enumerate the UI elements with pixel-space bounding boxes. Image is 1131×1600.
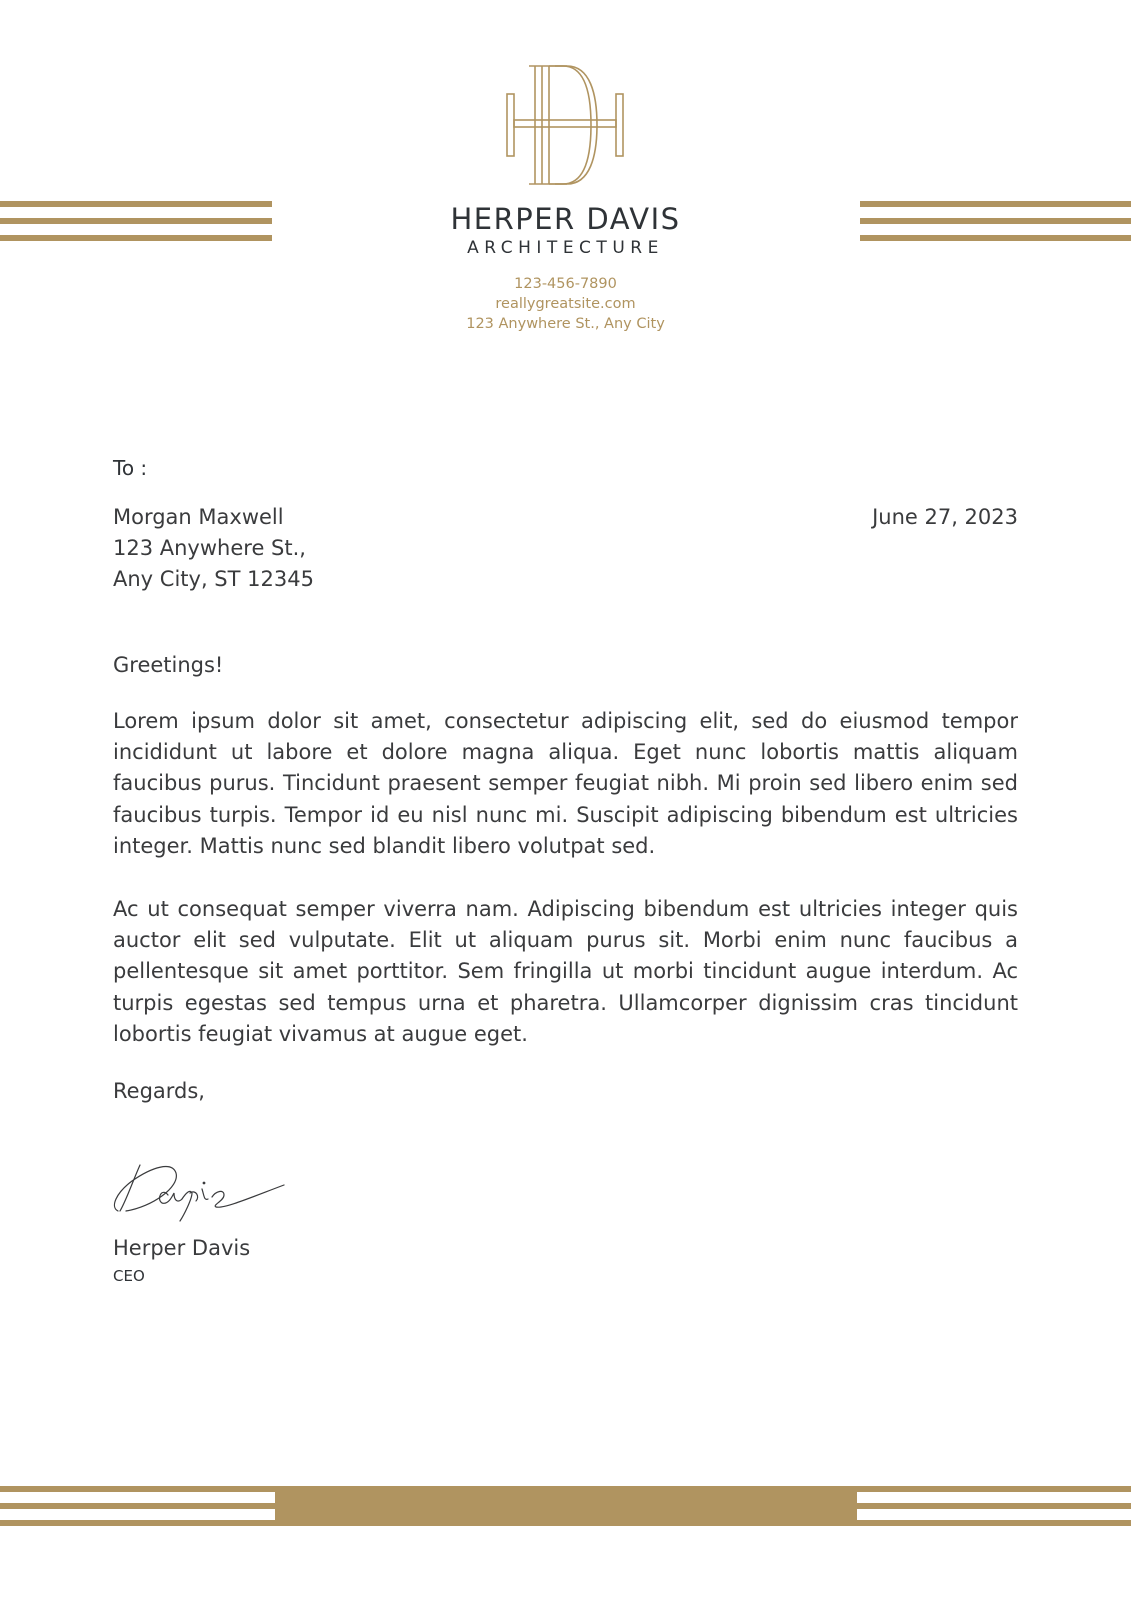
stripe [856,1486,1131,1492]
recipient-city: Any City, ST 12345 [113,567,314,591]
contact-phone: 123-456-7890 [514,276,617,292]
sender-title: CEO [113,1267,145,1285]
stripe [0,1503,276,1509]
letter-date: June 27, 2023 [872,505,1018,529]
recipient-street: 123 Anywhere St., [113,536,306,560]
company-name: HERPER DAVIS [450,202,681,236]
stripe [0,1520,276,1526]
footer-band [275,1486,857,1526]
footer-stripes-right [856,1486,1131,1526]
hd-monogram-icon [505,64,625,186]
body-paragraph-1: Lorem ipsum dolor sit amet, consectetur adipiscing elit, sed do eiusmod tempor incididunt ut labore et dolore magna aliqua. Eget nunc lobortis mattis aliquam faucibus purus. Tincidunt praesent semper feugiat nibh. Mi proin sed libero enim sed faucibus turpis. Tempor id eu nisl nunc mi. Suscipit adipiscing bibendum est ultricies integer. Mattis nunc sed blandit libero volutpat sed. [113,709,1018,858]
contact-website: reallygreatsite.com [495,296,636,312]
body-paragraph-2: Ac ut consequat semper viverra nam. Adipiscing bibendum est ultricies integer quis auctor elit sed vulputate. Elit ut aliquam purus sit. Morbi enim nunc faucibus a pellentesque sit amet porttitor. Sem fringilla ut morbi tincidunt augue interdum. Ac turpis egestas sed tempus urna et pharetra. Ullamcorper dignissim cras tincidunt lobortis feugiat vivamus at augue eget. [113,897,1018,1046]
company-subtitle: ARCHITECTURE [467,238,664,258]
to-label: To : [113,456,148,480]
recipient-name: Morgan Maxwell [113,505,284,529]
signature-icon [112,1153,292,1223]
closing: Regards, [113,1079,205,1103]
contact-address: 123 Anywhere St., Any City [466,316,665,332]
stripe [856,1503,1131,1509]
footer-stripes-left [0,1486,276,1526]
stripe [0,1486,276,1492]
stripe [856,1520,1131,1526]
sender-name: Herper Davis [113,1236,251,1260]
greeting: Greetings! [113,653,224,677]
